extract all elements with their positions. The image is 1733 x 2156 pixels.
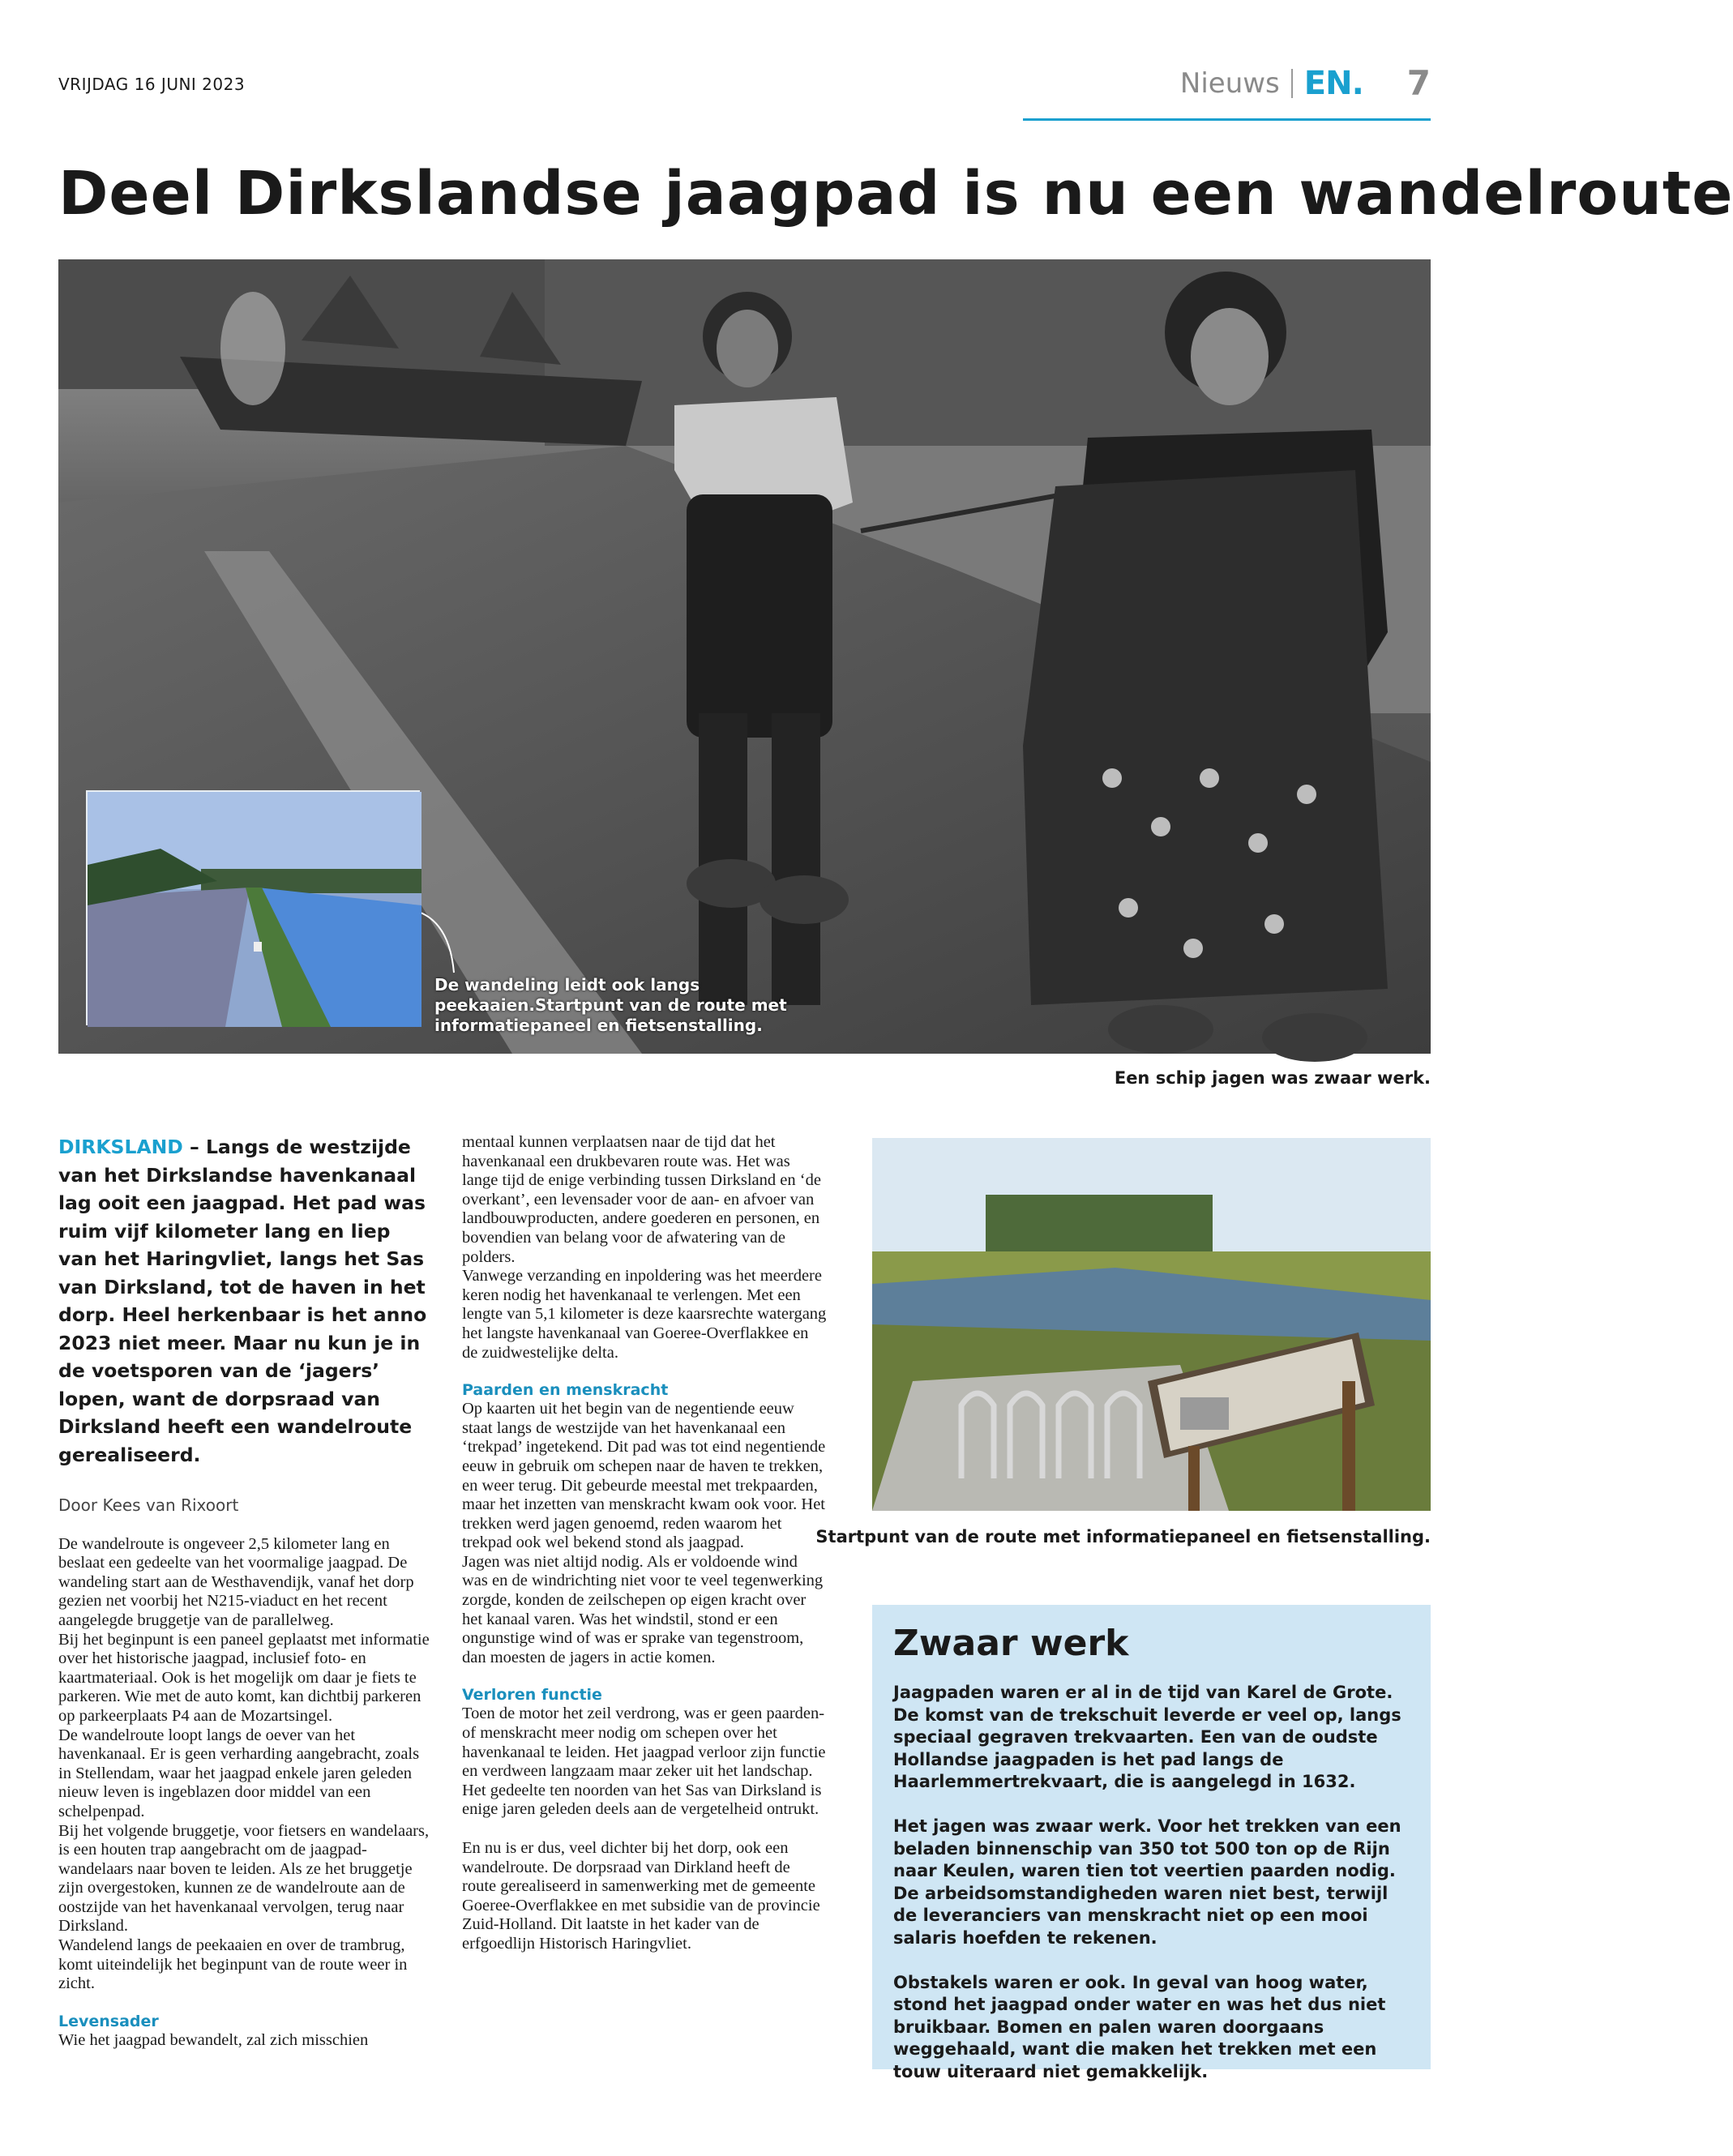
paragraph-gap: [462, 1820, 827, 1839]
subhead-paarden: Paarden en menskracht: [462, 1381, 669, 1400]
paragraph: Vanwege verzanding en inpoldering was het meerdere keren nodig het havenkanaal te verlengen. Met een lengte van 5,1 kilometer is deze kaarsrechte watergang het langste havenkanaal van Goeree-Overflakkee en de zuidwestelijke delta.: [462, 1267, 827, 1362]
paragraph: Op kaarten uit het begin van de negentiende eeuw staat langs de westzijde van het havenkanaal een ‘trekpad’ ingetekend. Dit pad was tot eind negentiende eeuw in gebruik om schepen naar de haven te trekken, en weer terug. Dit gebeurde meestal met trekpaarden, maar het inzetten van menskracht kwam ook voor. Het trekken werd jagen genoemd, reden waarom het trekpad ook wel bekend stond als jaagpad.: [462, 1400, 826, 1552]
subhead-levensader: Levensader: [58, 2012, 159, 2030]
article-column-1: [58, 1133, 431, 2050]
dateline: DIRKSLAND: [58, 1136, 183, 1158]
lead-text: – Langs de westzijde van het Dirkslandse havenkanaal lag ooit een jaagpad. Het pad was ruim vijf kilometer lang en liep van het Haringvliet, langs het Sas van Dirksland, tot de haven in het dorp. Heel herkenbaar is het anno 2023 niet meer. Maar nu kun je in de voetsporen van de ‘jagers’ lopen, want de dorpsraad van Dirksland heeft een wandelroute gerealiseerd.: [58, 1136, 427, 1466]
info-panel-illustration: [872, 1138, 1431, 1511]
edition-date: VRIJDAG 16 JUNI 2023: [58, 75, 246, 94]
page-number: 7: [1406, 63, 1431, 103]
paragraph: Jagen was niet altijd nodig. Als er voldoende wind was en de windrichting niet voor te veel tegenwerking zorgde, konden de zeilschepen op eigen kracht over het kanaal varen. Was het windstil, stond er een ongunstige wind of was er sprake van tegenstroom, dan moesten de jagers in actie komen.: [462, 1552, 824, 1666]
header-rule: [1023, 118, 1431, 121]
paragraph: De wandelroute is ongeveer 2,5 kilometer lang en beslaat een gedeelte van het voormalige jaagpad. De wandeling start aan de Westhavendijk, vanaf het dorp gezien net voorbij het N215-viaduct en het recent aangelegde bruggetje van de parallelweg.: [58, 1534, 414, 1629]
section-label: Nieuws: [1179, 66, 1280, 100]
sidebar-title: Zwaar werk: [893, 1623, 1129, 1664]
masthead-separator: [1291, 69, 1293, 98]
article-column-2: [462, 1133, 827, 1954]
masthead: [1180, 63, 1431, 103]
inset-photo: [86, 790, 420, 1025]
paragraph: Wandelend langs de peekaaien en over de trambrug, komt uiteindelijk het beginpunt van de route weer in zicht.: [58, 1936, 408, 1993]
sidebar-paragraph: Obstakels waren er ook. In geval van hoog water, stond het jaagpad onder water en was het dus niet bruikbaar. Bomen en palen waren doorgaans weggehaald, want die maken het trekken met een touw uiteraard niet gemakkelijk.: [893, 1972, 1386, 2081]
newspaper-logo: EN.: [1303, 64, 1363, 102]
sidebar-paragraph: Jaagpaden waren er al in de tijd van Karel de Grote. De komst van de trekschuit leverde er veel op, langs speciaal gegraven trekvaarten. Een van de oudste Hollandse jaagpaden is het pad langs de Haarlemmertrekvaart, die is aangelegd in 1632.: [893, 1683, 1401, 1792]
start-point-photo-caption: Startpunt van de route met informatiepaneel en fietsenstalling.: [815, 1527, 1431, 1546]
canal-path-illustration: [88, 792, 421, 1027]
paragraph: Bij het volgende bruggetje, voor fietsers en wandelaars, is een houten trap aangebracht om de jaagpad-wandelaars naar boven te leiden. Als ze het bruggetje zijn overgestoken, kunnen ze de wandelroute aan de oostzijde van het havenkanaal vervolgen, terug naar Dirksland.: [58, 1821, 430, 1936]
paragraph: De wandelroute loopt langs de oever van het havenkanaal. Er is geen verharding aangebracht, zoals in Stellendam, waar het jaagpad enkele jaren geleden nieuw leven is ingeblazen door middel van een schelpenpad.: [58, 1726, 420, 1820]
paragraph: En nu is er dus, veel dichter bij het dorp, ook een wandelroute. De dorpsraad van Dirkland heeft de route gerealiseerd in samenwerking met de gemeente Goeree-Overflakkee en met subsidie van de provincie Zuid-Holland. Dit laatste in het kader van de erfgoedlijn Historisch Haringvliet.: [462, 1839, 820, 1953]
article-lead: [58, 1133, 431, 1469]
byline: Door Kees van Rixoort: [58, 1495, 239, 1515]
inset-photo-caption: De wandeling leidt ook langs peekaaien.Startpunt van de route met informatiepaneel en fietsenstalling.: [434, 975, 787, 1035]
paragraph: Toen de motor het zeil verdrong, was er geen paarden- of menskracht meer nodig om schepen over het havenkanaal te leiden. Het jaagpad verloor zijn functie en verdween langzaam maar zeker uit het landschap. Het gedeelte ten noorden van het Sas van Dirksland is enige jaren geleden deels aan de vergetelheid ontrukt.: [462, 1705, 826, 1819]
main-photo-caption: Een schip jagen was zwaar werk.: [1114, 1068, 1431, 1088]
sidebar-box: [872, 1605, 1431, 2081]
paragraph: Bij het beginpunt is een paneel geplaatst met informatie over het historische jaagpad, inclusief foto- en kaartmateriaal. Ook is het mogelijk om daar je fiets te parkeren. Wie met de auto komt, kan dichtbij parkeren op parkeerplaats P4 aan de Mozartsingel.: [58, 1630, 430, 1725]
paragraph: mentaal kunnen verplaatsen naar de tijd dat het havenkanaal een drukbevaren route was. Het was lange tijd de enige verbinding tussen Dirksland en ‘de overkant’, een levensader voor de aan- en afvoer van landbouwproducten, andere goederen en personen, en bovendien van belang voor de afwatering van de polders.: [462, 1133, 821, 1266]
start-point-photo: [872, 1138, 1431, 1511]
subhead-verloren: Verloren functie: [462, 1686, 602, 1705]
paragraph: Wie het jaagpad bewandelt, zal zich misschien: [58, 2030, 369, 2049]
sidebar-paragraph: Het jagen was zwaar werk. Voor het trekken van een beladen binnenschip van 350 tot 500 ton op de Rijn naar Keulen, waren tien tot veertien paarden nodig. De arbeidsomstandigheden waren niet best, terwijl de leveranciers van menskracht niet op een mooi salaris hoefden te rekenen.: [893, 1816, 1401, 1948]
headline: Deel Dirkslandse jaagpad is nu een wandelroute: [58, 159, 1733, 229]
